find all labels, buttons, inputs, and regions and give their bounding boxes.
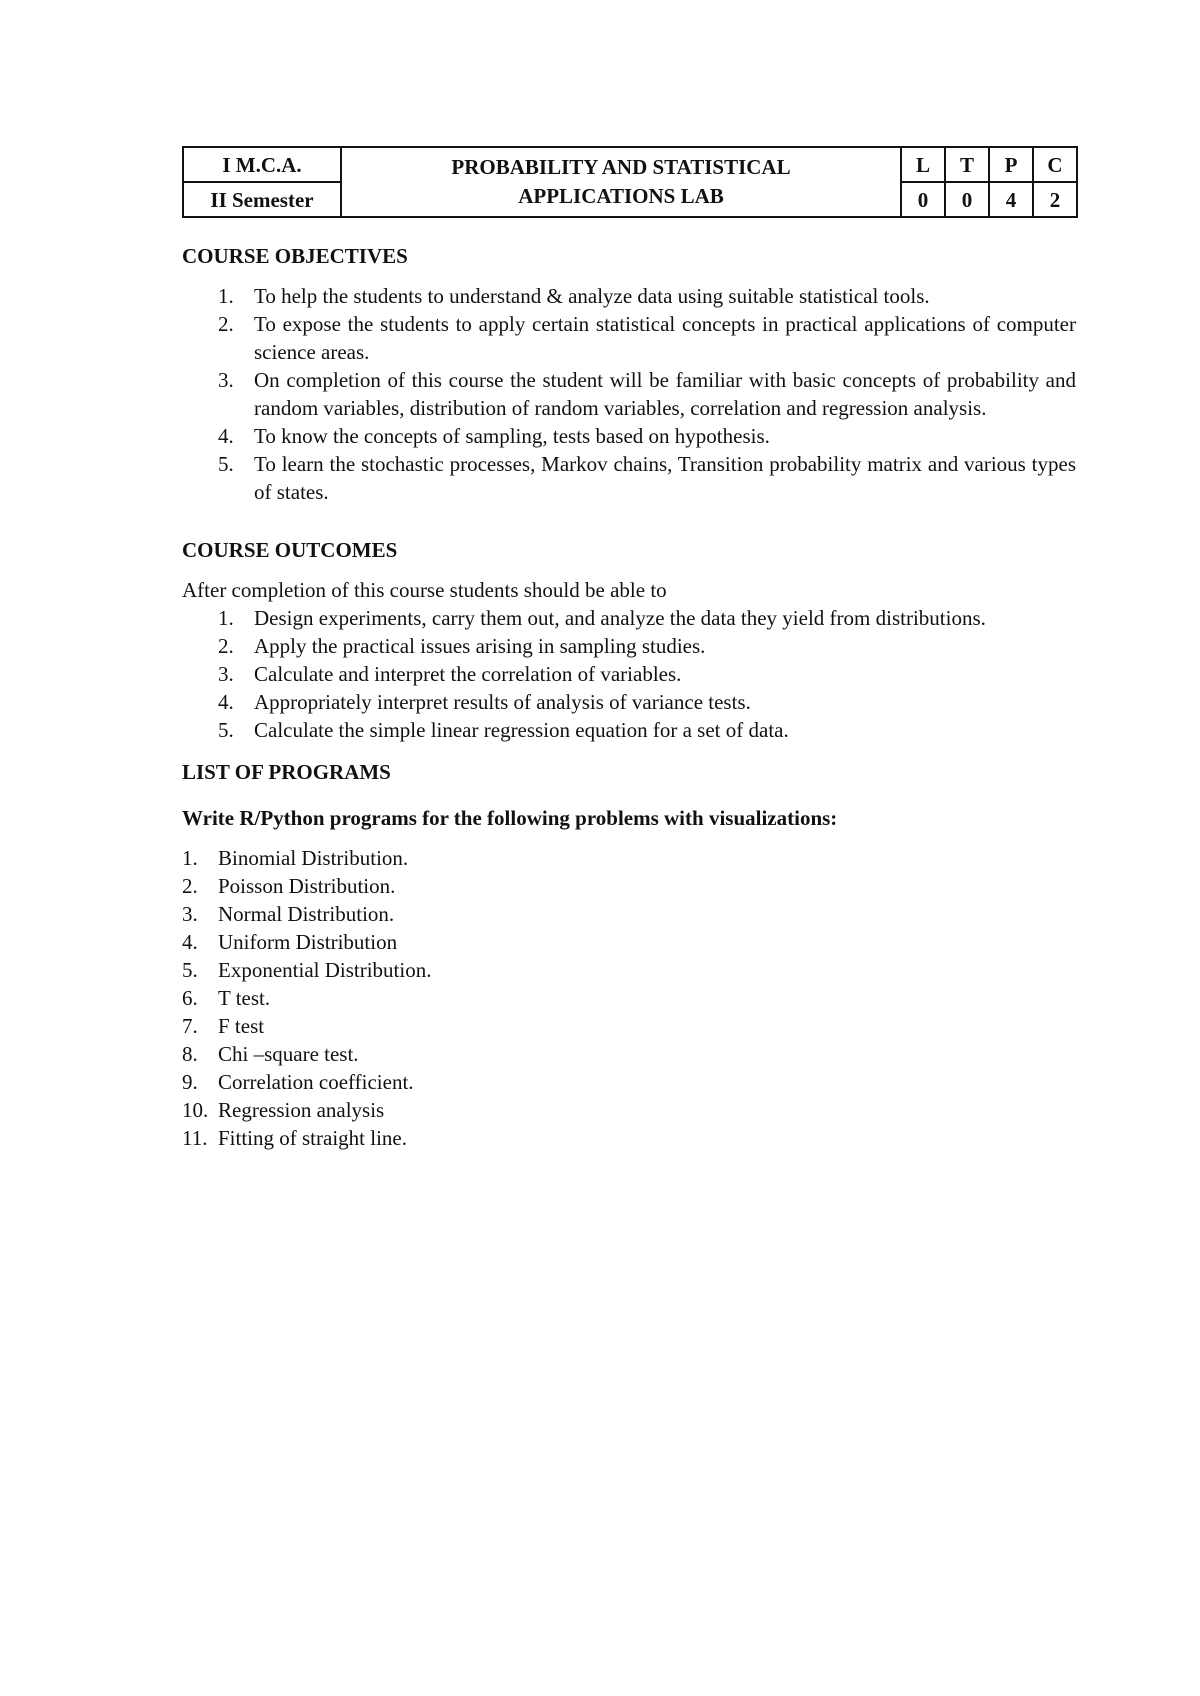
semester-cell: II Semester	[183, 182, 341, 217]
item-number: 5.	[218, 718, 234, 742]
item-text: Fitting of straight line.	[218, 1126, 407, 1150]
item-text: Poisson Distribution.	[218, 874, 396, 898]
item-number: 2.	[218, 634, 234, 658]
item-text: Calculate the simple linear regression equation for a set of data.	[254, 718, 789, 742]
item-number: 5.	[182, 958, 198, 982]
item-text: To help the students to understand & analyze data using suitable statistical tools.	[254, 284, 930, 308]
objectives-list	[182, 282, 1076, 506]
item-text: Calculate and interpret the correlation of variables.	[254, 662, 682, 686]
ltpc-label-p: P	[989, 147, 1033, 182]
item-number: 1.	[218, 606, 234, 630]
ltpc-label-t: T	[945, 147, 989, 182]
item-number: 1.	[218, 284, 234, 308]
item-text: Design experiments, carry them out, and analyze the data they yield from distributions.	[254, 606, 986, 630]
item-text: Exponential Distribution.	[218, 958, 432, 982]
list-item	[182, 282, 1076, 310]
item-text: Correlation coefficient.	[218, 1070, 414, 1094]
item-text: Chi –square test.	[218, 1042, 359, 1066]
item-number: 8.	[182, 1042, 198, 1066]
list-item	[182, 660, 1076, 688]
item-number: 9.	[182, 1070, 198, 1094]
ltpc-value-l: 0	[901, 182, 945, 217]
item-number: 1.	[182, 846, 198, 870]
item-number: 4.	[218, 690, 234, 714]
programs-subheading: Write R/Python programs for the following problems with visualizations:	[182, 806, 838, 830]
list-item	[182, 1096, 1076, 1124]
item-number: 3.	[218, 368, 234, 392]
course-header-table	[182, 146, 1078, 218]
item-number: 10.	[182, 1098, 209, 1122]
item-number: 2.	[182, 874, 198, 898]
item-text: Appropriately interpret results of analysis of variance tests.	[254, 690, 751, 714]
course-title-line2: APPLICATIONS LAB	[518, 184, 724, 208]
ltpc-value-p: 4	[989, 182, 1033, 217]
list-item	[182, 1012, 1076, 1040]
item-number: 11.	[182, 1126, 208, 1150]
list-item	[182, 900, 1076, 928]
list-item	[182, 604, 1076, 632]
list-item	[182, 450, 1076, 506]
objectives-heading: COURSE OBJECTIVES	[182, 244, 408, 268]
list-item	[182, 688, 1076, 716]
item-text: Regression analysis	[218, 1098, 385, 1122]
ltpc-label-l: L	[901, 147, 945, 182]
list-item	[182, 716, 1076, 744]
outcomes-list	[182, 604, 1076, 744]
program-cell: I M.C.A.	[183, 147, 341, 182]
item-number: 3.	[218, 662, 234, 686]
page-content	[182, 146, 1076, 1152]
list-item	[182, 1068, 1076, 1096]
list-item	[182, 1040, 1076, 1068]
list-item	[182, 872, 1076, 900]
item-text: To expose the students to apply certain statistical concepts in practical applications of computer science areas.	[254, 312, 1076, 364]
ltpc-value-t: 0	[945, 182, 989, 217]
outcomes-heading: COURSE OUTCOMES	[182, 538, 398, 562]
list-item	[182, 984, 1076, 1012]
list-item	[182, 310, 1076, 366]
item-number: 7.	[182, 1014, 198, 1038]
list-item	[182, 632, 1076, 660]
course-title-cell	[341, 147, 901, 217]
list-item	[182, 366, 1076, 422]
item-text: Uniform Distribution	[218, 930, 398, 954]
list-item	[182, 422, 1076, 450]
item-number: 3.	[182, 902, 198, 926]
item-text: Normal Distribution.	[218, 902, 395, 926]
ltpc-label-c: C	[1033, 147, 1077, 182]
item-text: T test.	[218, 986, 271, 1010]
programs-list	[182, 844, 1076, 1152]
item-number: 2.	[218, 312, 234, 336]
list-item	[182, 956, 1076, 984]
course-title-line1: PROBABILITY AND STATISTICAL	[451, 155, 791, 179]
item-number: 4.	[218, 424, 234, 448]
programs-heading: LIST OF PROGRAMS	[182, 760, 391, 784]
item-number: 6.	[182, 986, 198, 1010]
item-text: Apply the practical issues arising in sampling studies.	[254, 634, 706, 658]
list-item	[182, 844, 1076, 872]
item-number: 4.	[182, 930, 198, 954]
ltpc-value-c: 2	[1033, 182, 1077, 217]
item-text: To know the concepts of sampling, tests based on hypothesis.	[254, 424, 770, 448]
outcomes-intro: After completion of this course students should be able to	[182, 578, 667, 602]
item-number: 5.	[218, 452, 234, 476]
list-item	[182, 1124, 1076, 1152]
item-text: Binomial Distribution.	[218, 846, 409, 870]
item-text: F test	[218, 1014, 265, 1038]
list-item	[182, 928, 1076, 956]
item-text: To learn the stochastic processes, Markov chains, Transition probability matrix and various types of states.	[254, 452, 1076, 504]
item-text: On completion of this course the student will be familiar with basic concepts of probability and random variables, distribution of random variables, correlation and regression analysis.	[254, 368, 1076, 420]
